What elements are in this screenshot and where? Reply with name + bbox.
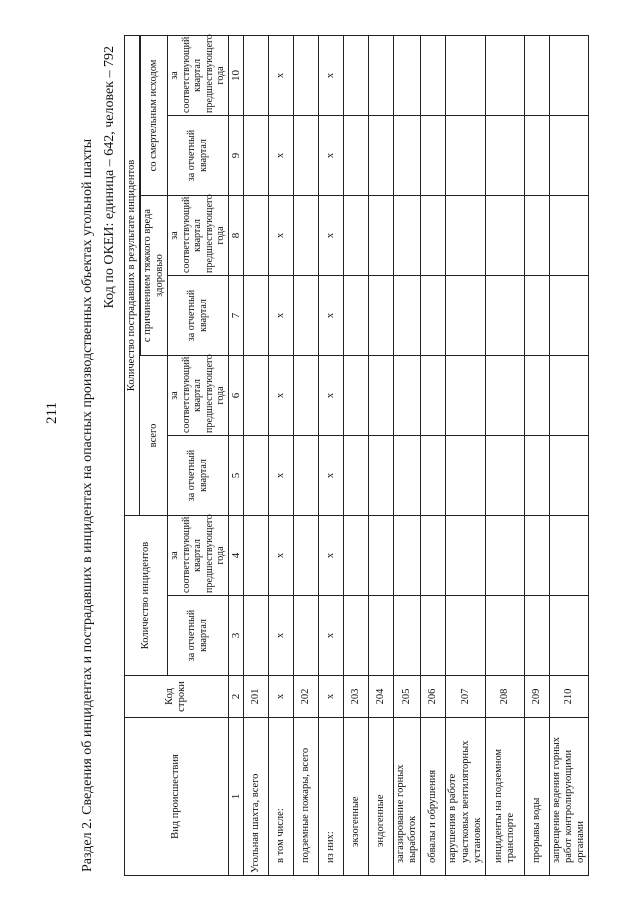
data-cell[interactable] [394, 355, 421, 435]
data-cell[interactable] [369, 275, 394, 355]
rotated-form [80, 22, 640, 882]
data-cell[interactable] [446, 596, 485, 676]
data-cell[interactable] [421, 275, 446, 355]
table-row [549, 35, 588, 875]
data-cell[interactable] [244, 596, 269, 676]
data-cell[interactable] [394, 515, 421, 595]
header-victims: Количество пострадавших в результате инцидентов [125, 35, 140, 515]
data-cell[interactable] [369, 515, 394, 595]
col-num: 2 [228, 676, 244, 718]
header-fatal: со смертельным исходом [141, 35, 168, 195]
data-cell[interactable] [549, 596, 588, 676]
data-cell[interactable] [244, 435, 269, 515]
header-heavy-prev: за соответствующий квартал предшествующего года [168, 195, 229, 275]
data-cell[interactable] [446, 355, 485, 435]
row-code: 208 [485, 676, 524, 718]
data-cell[interactable] [369, 35, 394, 115]
data-cell: х [319, 35, 344, 115]
row-code: 203 [344, 676, 369, 718]
table-row [319, 35, 344, 875]
table-row [369, 35, 394, 875]
data-cell[interactable] [524, 275, 549, 355]
data-cell[interactable] [369, 195, 394, 275]
data-cell[interactable] [394, 435, 421, 515]
data-cell[interactable] [344, 275, 369, 355]
table-row [524, 35, 549, 875]
data-cell: х [269, 195, 294, 275]
data-cell[interactable] [394, 35, 421, 115]
data-cell[interactable] [549, 435, 588, 515]
data-cell[interactable] [294, 275, 319, 355]
data-cell[interactable] [485, 195, 524, 275]
table-row [244, 35, 269, 875]
data-cell[interactable] [294, 195, 319, 275]
data-cell[interactable] [344, 435, 369, 515]
row-code: 205 [394, 676, 421, 718]
data-cell[interactable] [549, 115, 588, 195]
row-name: нарушения в работе участковых вентиляторных установок [446, 718, 485, 876]
data-cell[interactable] [485, 515, 524, 595]
data-cell[interactable] [294, 355, 319, 435]
data-cell[interactable] [421, 115, 446, 195]
col-num: 3 [228, 596, 244, 676]
row-code: 202 [294, 676, 319, 718]
data-cell[interactable] [294, 35, 319, 115]
row-name: в том числе: [269, 718, 294, 876]
col-num: 7 [228, 275, 244, 355]
data-cell[interactable] [524, 115, 549, 195]
data-cell[interactable] [549, 275, 588, 355]
section-title: Раздел 2. Сведения об инцидентах и пострадавших в инцидентах на опасных производственных объектах угольной шахты [80, 138, 95, 872]
table-row [485, 35, 524, 875]
data-cell[interactable] [244, 195, 269, 275]
data-cell[interactable] [446, 435, 485, 515]
data-cell[interactable] [394, 596, 421, 676]
data-cell: х [319, 275, 344, 355]
data-cell[interactable] [344, 355, 369, 435]
header-heavy-cur: за отчетный квартал [168, 275, 229, 355]
data-cell[interactable] [294, 115, 319, 195]
data-cell[interactable] [244, 115, 269, 195]
data-cell[interactable] [524, 515, 549, 595]
data-cell[interactable] [244, 35, 269, 115]
data-cell[interactable] [244, 355, 269, 435]
table-row [421, 35, 446, 875]
row-name: инциденты на подземном транспорте [485, 718, 524, 876]
incidents-table [124, 35, 589, 876]
data-cell[interactable] [524, 195, 549, 275]
row-code: х [319, 676, 344, 718]
data-cell[interactable] [446, 515, 485, 595]
row-code: 209 [524, 676, 549, 718]
table-row [446, 35, 485, 875]
data-cell[interactable] [369, 435, 394, 515]
data-cell[interactable] [294, 515, 319, 595]
header-kod: Код строки [125, 676, 229, 718]
row-code: 207 [446, 676, 485, 718]
data-cell[interactable] [369, 596, 394, 676]
data-cell[interactable] [421, 435, 446, 515]
data-cell[interactable] [549, 355, 588, 435]
data-cell: х [269, 515, 294, 595]
header-heavy: с причинением тяжкого вреда здоровью [141, 195, 168, 355]
header-fatal-cur: за отчетный квартал [168, 115, 229, 195]
data-cell[interactable] [244, 275, 269, 355]
col-num: 4 [228, 515, 244, 595]
row-code: 204 [369, 676, 394, 718]
data-cell[interactable] [485, 355, 524, 435]
data-cell: х [319, 515, 344, 595]
data-cell[interactable] [485, 435, 524, 515]
data-cell[interactable] [344, 115, 369, 195]
col-num: 8 [228, 195, 244, 275]
row-code: 210 [549, 676, 588, 718]
data-cell: х [269, 435, 294, 515]
row-code: х [269, 676, 294, 718]
row-name: экзогенные [344, 718, 369, 876]
data-cell: х [319, 596, 344, 676]
data-cell[interactable] [394, 115, 421, 195]
col-num: 5 [228, 435, 244, 515]
data-cell: х [269, 275, 294, 355]
data-cell: х [269, 115, 294, 195]
row-code: 206 [421, 676, 446, 718]
data-cell[interactable] [485, 275, 524, 355]
header-vid: Вид происшествия [125, 718, 229, 876]
data-cell[interactable] [549, 35, 588, 115]
data-cell[interactable] [485, 115, 524, 195]
table-row [294, 35, 319, 875]
row-name: запрещение ведения горных работ контролирующими органами [549, 718, 588, 876]
header-vsego-cur: за отчетный квартал [168, 435, 229, 515]
data-cell[interactable] [446, 275, 485, 355]
table-row [394, 35, 421, 875]
row-name: загазирование горных выработок [394, 718, 421, 876]
row-name: из них: [319, 718, 344, 876]
data-cell: х [269, 596, 294, 676]
row-name: Угольная шахта, всего [244, 718, 269, 876]
data-cell: х [319, 195, 344, 275]
data-cell: х [319, 115, 344, 195]
header-incidents: Количество инцидентов [125, 515, 168, 675]
data-cell[interactable] [421, 35, 446, 115]
data-cell[interactable] [294, 435, 319, 515]
data-cell[interactable] [485, 35, 524, 115]
data-cell[interactable] [344, 35, 369, 115]
header-vsego-prev: за соответствующий квартал предшествующего года [168, 355, 229, 435]
header-inc-prev: за соответствующий квартал предшествующего года [168, 515, 229, 595]
data-cell[interactable] [421, 195, 446, 275]
col-num: 10 [228, 35, 244, 115]
data-cell[interactable] [344, 195, 369, 275]
page-number: 211 [44, 402, 60, 424]
data-cell[interactable] [421, 515, 446, 595]
row-name: прорывы воды [524, 718, 549, 876]
row-name: подземные пожары, всего [294, 718, 319, 876]
data-cell[interactable] [524, 355, 549, 435]
data-cell[interactable] [394, 195, 421, 275]
data-cell[interactable] [446, 35, 485, 115]
data-cell[interactable] [394, 275, 421, 355]
data-cell[interactable] [524, 596, 549, 676]
data-cell[interactable] [446, 195, 485, 275]
data-cell[interactable] [421, 596, 446, 676]
col-num: 6 [228, 355, 244, 435]
data-cell[interactable] [446, 115, 485, 195]
header-fatal-prev: за соответствующий квартал предшествующего года [168, 35, 229, 115]
data-cell[interactable] [524, 35, 549, 115]
data-cell[interactable] [421, 355, 446, 435]
table-row [344, 35, 369, 875]
data-cell[interactable] [549, 195, 588, 275]
data-cell[interactable] [344, 515, 369, 595]
data-cell[interactable] [485, 596, 524, 676]
table-row [269, 35, 294, 875]
row-name: эндогенные [369, 718, 394, 876]
data-cell[interactable] [369, 355, 394, 435]
data-cell: х [319, 435, 344, 515]
header-vsego: всего [140, 355, 168, 515]
data-cell[interactable] [294, 596, 319, 676]
header-inc-cur: за отчетный квартал [168, 596, 229, 676]
data-cell: х [319, 355, 344, 435]
col-num: 9 [228, 115, 244, 195]
data-cell: х [269, 35, 294, 115]
data-cell[interactable] [549, 515, 588, 595]
row-name: обвалы и обрушения [421, 718, 446, 876]
data-cell[interactable] [524, 435, 549, 515]
data-cell: х [269, 355, 294, 435]
data-cell[interactable] [244, 515, 269, 595]
col-num: 1 [228, 718, 244, 876]
data-cell[interactable] [344, 596, 369, 676]
row-code: 201 [244, 676, 269, 718]
data-cell[interactable] [369, 115, 394, 195]
okei-code-line: Код по ОКЕИ: единица – 642, человек – 792 [102, 46, 117, 309]
